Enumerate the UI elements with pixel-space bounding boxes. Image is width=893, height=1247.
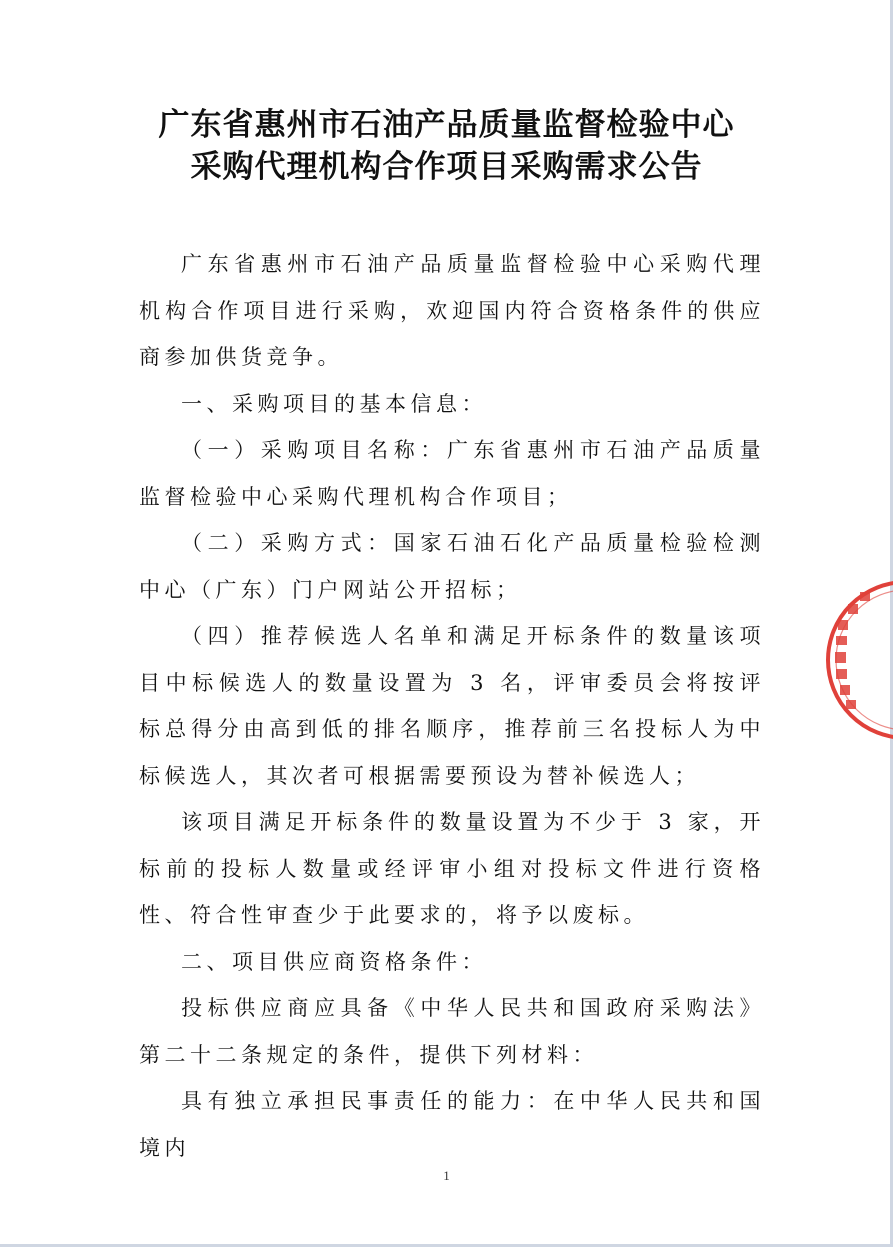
section-heading-qualifications: 二、项目供应商资格条件：	[181, 949, 487, 974]
paragraph-project-name: （一）采购项目名称：广东省惠州市石油产品质量监督检验中心采购代理机构合作项目；	[139, 438, 765, 509]
official-seal-icon	[818, 570, 893, 750]
section-heading-basic-info: 一、采购项目的基本信息：	[181, 391, 487, 416]
paragraph-bid-conditions: 该项目满足开标条件的数量设置为不少于 3 家，开标前的投标人数量或经评审小组对投标文件进行资格性、符合性审查少于此要求的，将予以废标。	[139, 810, 765, 927]
paragraph-procurement-method: （二）采购方式：国家石油石化产品质量检验检测中心（广东）门户网站公开招标；	[139, 531, 765, 602]
paragraph-intro: 广东省惠州市石油产品质量监督检验中心采购代理机构合作项目进行采购，欢迎国内符合资格条件的供应商参加供货竞争。	[139, 252, 765, 369]
paragraph-qualification-law: 投标供应商应具备《中华人民共和国政府采购法》第二十二条规定的条件，提供下列材料：	[139, 996, 765, 1067]
page-number: 1	[443, 1168, 450, 1183]
document-title-line2: 采购代理机构合作项目采购需求公告	[190, 149, 703, 185]
document-title-line1: 广东省惠州市石油产品质量监督检验中心	[158, 107, 735, 143]
paragraph-candidates: （四）推荐候选人名单和满足开标条件的数量该项目中标候选人的数量设置为 3 名，评审委员会将按评标总得分由高到低的排名顺序，推荐前三名投标人为中标候选人，其次者可根据需要预设为替补候选人；	[139, 624, 765, 788]
paragraph-civil-liability: 具有独立承担民事责任的能力：在中华人民共和国境内	[139, 1089, 765, 1160]
document-body	[139, 241, 765, 1171]
